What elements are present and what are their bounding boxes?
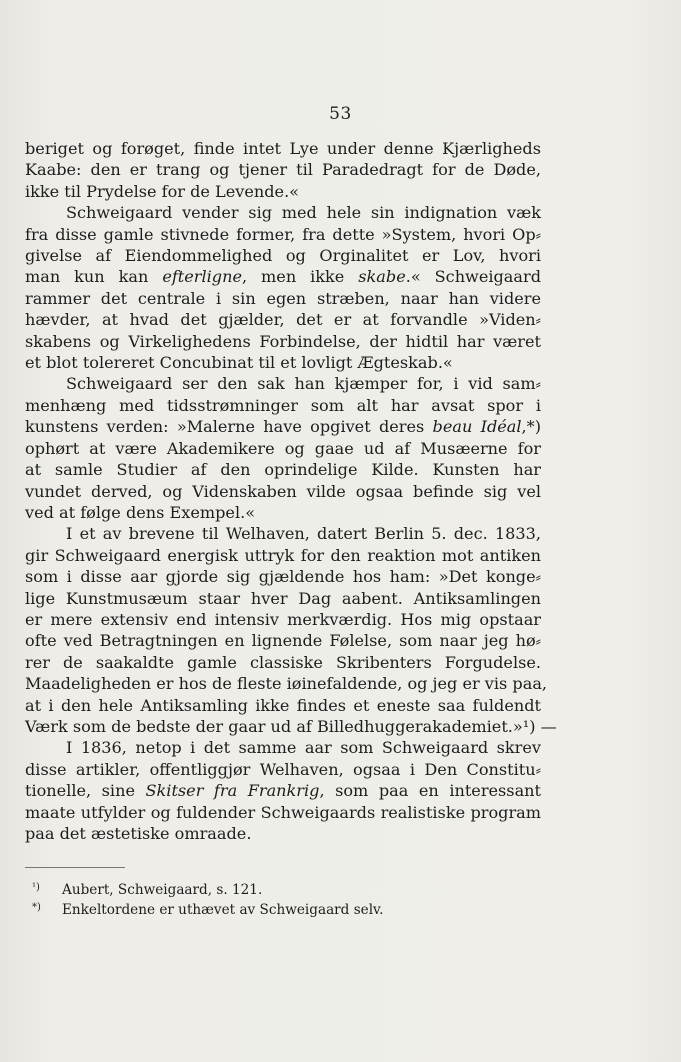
- text-line: [25, 416, 541, 437]
- emphasized-text: skabe: [358, 267, 406, 287]
- text-line: menhæng med tidsstrømninger som alt har avsat spor i: [25, 395, 541, 415]
- footnote-divider: [25, 867, 125, 868]
- text-segment: , men ikke: [241, 267, 359, 287]
- text-segment: kunstens verden: »Malerne have opgivet deres: [25, 417, 433, 437]
- text-segment: man kun kan: [25, 267, 163, 287]
- text-segment: , som paa en interessant: [319, 781, 541, 801]
- text-line: rammer det centrale i sin egen stræben, naar han videre: [25, 288, 541, 308]
- text-line: I 1836, netop i det samme aar som Schweigaard skrev: [66, 738, 541, 758]
- text-line: som i disse aar gjorde sig gjældende hos ham: »Det konge⸗: [25, 567, 541, 587]
- text-segment: tionelle, sine: [25, 781, 146, 801]
- emphasized-text: Skitser fra Frankrig: [145, 781, 320, 801]
- footnotes: [32, 880, 383, 920]
- text-line: givelse af Eiendommelighed og Orginalitet er Lov, hvori: [25, 246, 541, 266]
- text-line: Kaabe: den er trang og tjener til Paradedragt for de Døde,: [25, 160, 541, 180]
- text-line: paa det æstetiske omraade.: [25, 824, 252, 843]
- text-line: lige Kunstmusæum staar hver Dag aabent. Antiksamlingen: [25, 588, 541, 608]
- page-number: 53: [329, 104, 352, 124]
- text-line: Værk som de bedste der gaar ud af Billedhuggerakademiet.»¹) —: [25, 716, 557, 736]
- footnote-text: Aubert, Schweigaard, s. 121.: [62, 882, 263, 898]
- text-line: maate utfylder og fuldender Schweigaards realistiske program: [25, 802, 541, 822]
- text-line: Schweigaard vender sig med hele sin indignation væk: [66, 203, 541, 223]
- text-line: fra disse gamle stivnede former, fra dette »System, hvori Op⸗: [25, 224, 541, 244]
- footnote-mark: *): [32, 902, 41, 913]
- text-line: er mere extensiv end intensiv merkværdig. Hos mig opstaar: [25, 609, 541, 629]
- text-line: disse artikler, offentliggjør Welhaven, ogsaa i Den Constitu⸗: [25, 759, 541, 779]
- body-text: [25, 138, 557, 844]
- footnote-mark: ¹): [32, 882, 40, 893]
- text-line: Maadeligheden er hos de fleste iøinefaldende, og jeg er vis paa,: [25, 674, 548, 694]
- text-segment: .« Schweigaard: [405, 267, 541, 287]
- text-line: [25, 266, 541, 287]
- text-line: ikke til Prydelse for de Levende.«: [25, 181, 300, 201]
- text-line: at samle Studier af den oprindelige Kilde. Kunsten har: [25, 460, 541, 480]
- text-line: rer de saakaldte gamle classiske Skribenters Forgudelse.: [25, 652, 541, 672]
- footnote: [32, 880, 383, 900]
- text-line: et blot tolereret Concubinat til et lovligt Ægteskab.«: [25, 353, 453, 373]
- text-line: gir Schweigaard energisk uttryk for den reaktion mot antiken: [25, 545, 541, 565]
- text-line: I et av brevene til Welhaven, datert Berlin 5. dec. 1833,: [66, 524, 541, 544]
- footnote: [32, 900, 383, 920]
- footnote-text: Enkeltordene er uthævet av Schweigaard selv.: [62, 902, 384, 918]
- emphasized-text: efterligne: [162, 267, 242, 287]
- text-line: ved at følge dens Exempel.«: [25, 502, 256, 522]
- text-line: hævder, at hvad det gjælder, det er at forvandle »Viden⸗: [25, 310, 541, 330]
- text-line: vundet derved, og Videnskaben vilde ogsaa befinde sig vel: [25, 481, 541, 501]
- text-line: [25, 780, 541, 801]
- text-line: skabens og Virkelighedens Forbindelse, der hidtil har været: [25, 331, 541, 351]
- text-line: ofte ved Betragtningen en lignende Følelse, som naar jeg hø⸗: [25, 631, 541, 651]
- text-line: beriget og forøget, finde intet Lye under denne Kjærligheds: [25, 139, 541, 158]
- text-line: Schweigaard ser den sak han kjæmper for, i vid sam⸗: [66, 374, 541, 394]
- emphasized-text: beau Idéal: [432, 417, 522, 437]
- text-line: at i den hele Antiksamling ikke findes et eneste saa fuldendt: [25, 695, 541, 715]
- text-segment: ,*): [521, 417, 541, 437]
- text-line: ophørt at være Akademikere og gaae ud af Musæerne for: [25, 438, 541, 458]
